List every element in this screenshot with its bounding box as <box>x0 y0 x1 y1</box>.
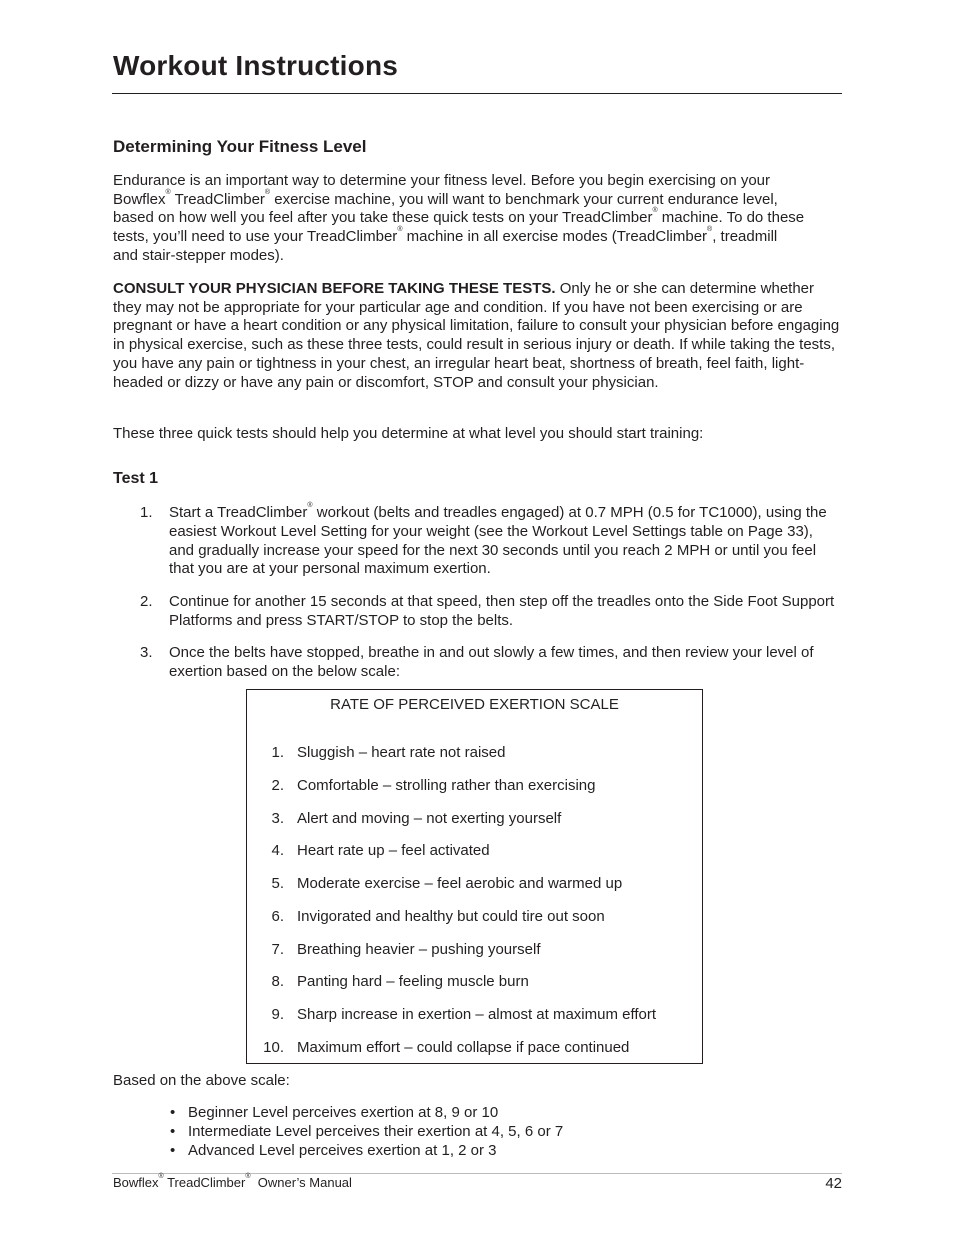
step-number: 1. <box>140 504 153 521</box>
scale-text: Sharp increase in exertion – almost at maximum effort <box>297 1006 657 1023</box>
physician-warning <box>113 280 843 392</box>
registered-mark: ® <box>397 226 403 234</box>
list-item: • Advanced Level perceives exertion at 1, 2 or 3 <box>170 1142 497 1159</box>
registered-mark: ® <box>245 1173 251 1180</box>
step-text: Start a TreadClimber® workout (belts and treadles engaged) at 0.7 MPH (0.5 for TC1000), using the easiest Workout Level Setting for your weight (see the Workout Level Settings table on Page 33), and gradually increase your speed for the next 30 seconds until you reach 2 MPH or until you feel that you are at your personal maximum exertion. <box>169 502 827 578</box>
test-heading: Test 1 <box>113 470 159 487</box>
list-item: • Intermediate Level perceives their exertion at 4, 5, 6 or 7 <box>170 1123 564 1140</box>
bullet-icon: • <box>170 1104 176 1121</box>
level-list <box>168 1103 563 1160</box>
bullet-icon: • <box>170 1123 176 1140</box>
registered-mark: ® <box>652 207 658 215</box>
registered-mark: ® <box>307 502 313 509</box>
scale-number: 6. <box>271 908 284 925</box>
intro-line: Endurance is an important way to determine your fitness level. Before you begin exercising on your <box>113 172 771 189</box>
scale-number: 5. <box>271 875 284 892</box>
exertion-scale-box <box>246 689 703 1064</box>
registered-mark: ® <box>158 1173 164 1180</box>
warning-bold: CONSULT YOUR PHYSICIAN BEFORE TAKING THESE TESTS. <box>113 280 556 297</box>
intro-paragraph <box>113 172 843 266</box>
scale-number: 1. <box>271 744 284 761</box>
scale-number: 8. <box>271 973 284 990</box>
tests-intro: These three quick tests should help you determine at what level you should start training: <box>113 425 704 442</box>
bullet-icon: • <box>170 1142 176 1159</box>
registered-mark: ® <box>165 188 171 196</box>
scale-text: Maximum effort – could collapse if pace continued <box>297 1039 630 1056</box>
scale-number: 4. <box>271 842 284 859</box>
list-item: • Beginner Level perceives exertion at 8, 9 or 10 <box>170 1104 499 1121</box>
scale-number: 10. <box>263 1039 284 1056</box>
scale-text: Sluggish – heart rate not raised <box>297 744 506 761</box>
scale-number: 7. <box>271 941 284 958</box>
intro-line: and stair-stepper modes). <box>113 246 284 264</box>
footer-divider <box>112 1173 842 1174</box>
intro-line: tests, you’ll need to use your TreadClimber® machine in all exercise modes (TreadClimber®, treadmill <box>113 226 778 246</box>
scale-text: Heart rate up – feel activated <box>297 842 490 859</box>
page-title: Workout Instructions <box>113 50 399 81</box>
scale-number: 3. <box>271 810 284 827</box>
title-divider <box>112 93 842 94</box>
page-number: 42 <box>825 1175 842 1192</box>
scale-text: Breathing heavier – pushing yourself <box>297 941 541 958</box>
scale-number: 9. <box>271 1006 284 1023</box>
registered-mark: ® <box>264 188 271 196</box>
scale-text: Alert and moving – not exerting yourself <box>297 810 562 827</box>
scale-number: 2. <box>271 777 284 794</box>
based-on-text: Based on the above scale: <box>113 1072 290 1089</box>
exertion-scale-title: RATE OF PERCEIVED EXERTION SCALE <box>330 696 619 713</box>
step-number: 3. <box>140 644 153 661</box>
scale-text: Comfortable – strolling rather than exercising <box>297 777 596 794</box>
warning-text: Only he or she can determine whether they may not be appropriate for your particular age and condition. If you have not been exercising or are pregnant or have a heart condition or any physical limitation, failure to consult your physician before engaging in physical exercise, such as these three tests, could result in serious injury or death. If while taking the tests, you have any pain or tightness in your chest, an irregular heart beat, shortness of breath, feel faith, light-headed or dizzy or have any pain or discomfort, STOP and consult your physician. <box>113 280 840 391</box>
footer-manual-title: Bowflex® TreadClimber® Owner’s Manual <box>113 1173 352 1190</box>
scale-text: Moderate exercise – feel aerobic and warmed up <box>297 875 623 892</box>
scale-text: Invigorated and healthy but could tire out soon <box>297 908 605 925</box>
step-text: Continue for another 15 seconds at that speed, then step off the treadles onto the Side Foot Support Platforms and press START/STOP to stop the belts. <box>169 593 835 629</box>
step-text: Once the belts have stopped, breathe in and out slowly a few times, and then review your level of exertion based on the below scale: <box>169 644 814 680</box>
step-number: 2. <box>140 593 153 610</box>
intro-line: based on how well you feel after you take these quick tests on your TreadClimber® machine. To do these <box>113 207 805 227</box>
intro-line: Bowflex® TreadClimber® exercise machine, you will want to benchmark your current endurance level, <box>113 188 778 208</box>
section-heading: Determining Your Fitness Level <box>113 137 367 156</box>
scale-text: Panting hard – feeling muscle burn <box>297 973 529 990</box>
registered-mark: ® <box>707 226 713 234</box>
